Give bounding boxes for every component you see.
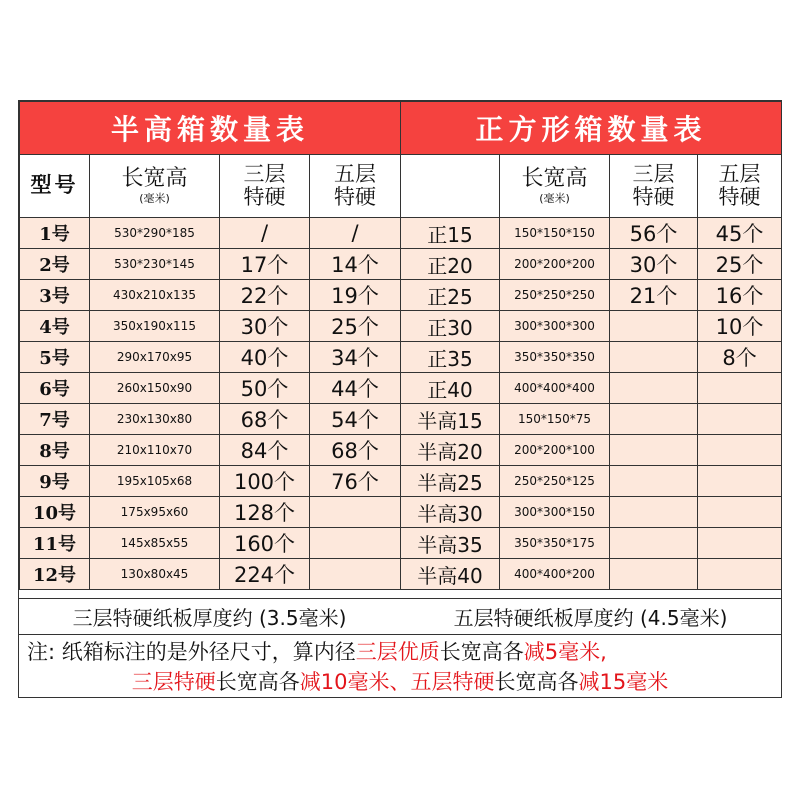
five-layer-qty-cell: 34个 [310,342,401,373]
table-row [20,497,782,528]
square-three-layer-qty-cell [610,497,698,528]
model-cell: 8号 [20,435,90,466]
square-dims-cell: 200*200*100 [500,435,610,466]
square-code-cell: 半高15 [401,404,500,435]
square-three-layer-qty-cell: 21个 [610,280,698,311]
quantity-table [19,101,782,590]
table-row [20,528,782,559]
table-row [20,249,782,280]
square-dims-cell: 200*200*200 [500,249,610,280]
square-three-layer-qty-cell: 56个 [610,218,698,249]
table-row [20,466,782,497]
five-layer-qty-cell: 19个 [310,280,401,311]
five-layer-qty-cell: 76个 [310,466,401,497]
square-five-layer-qty-cell [698,528,782,559]
three-layer-header-l1: 三层 [243,161,286,186]
square-code-cell: 半高25 [401,466,500,497]
three-layer-header-l2: 特硬 [243,185,286,209]
square-code-cell: 正35 [401,342,500,373]
note-highlight: 减10毫米、 [299,670,411,694]
square-dims-cell: 300*300*300 [500,311,610,342]
model-cell: 11号 [20,528,90,559]
model-header-label: 型号 [30,173,79,198]
square-code-cell: 半高35 [401,528,500,559]
five-layer-qty-cell: 44个 [310,373,401,404]
model-cell: 7号 [20,404,90,435]
dims-cell: 230x130x80 [90,404,220,435]
square-code-cell: 正40 [401,373,500,404]
five-layer-thickness: 五层特硬纸板厚度约 (4.5毫米) [453,606,728,630]
model-header [20,155,90,218]
dims-cell: 130x80x45 [90,559,220,590]
three-layer-qty-cell: 84个 [220,435,310,466]
table-row [20,559,782,590]
square-code-cell: 正30 [401,311,500,342]
dims-cell: 530*290*185 [90,218,220,249]
note-highlight: 三层优质 [355,640,440,664]
square-five-layer-header-l2: 特硬 [718,185,761,209]
dims-cell: 210x110x70 [90,435,220,466]
model-cell: 4号 [20,311,90,342]
square-code-header [401,155,500,218]
square-code-cell: 正25 [401,280,500,311]
board-thickness-row [19,598,781,634]
square-dims-cell: 300*300*150 [500,497,610,528]
square-code-cell: 半高30 [401,497,500,528]
square-five-layer-qty-cell [698,559,782,590]
square-three-layer-header-l2: 特硬 [632,185,675,209]
square-dims-cell: 400*400*200 [500,559,610,590]
dims-cell: 290x170x95 [90,342,220,373]
model-cell: 10号 [20,497,90,528]
square-five-layer-qty-cell [698,373,782,404]
model-cell: 9号 [20,466,90,497]
note-highlight: 减5毫米, [523,640,607,664]
note-part: 长宽高各 [494,670,579,694]
five-layer-qty-cell [310,528,401,559]
square-dims-header-unit: (毫米) [539,192,570,206]
square-five-layer-qty-cell: 25个 [698,249,782,280]
note-line-1 [27,637,781,667]
three-layer-qty-cell: 50个 [220,373,310,404]
five-layer-header [310,155,401,218]
square-dims-cell: 400*400*400 [500,373,610,404]
square-three-layer-qty-cell [610,435,698,466]
five-layer-qty-cell: 25个 [310,311,401,342]
note-line-2 [27,667,781,697]
dims-cell: 260x150x90 [90,373,220,404]
three-layer-qty-cell: / [220,218,310,249]
square-three-layer-qty-cell: 30个 [610,249,698,280]
three-layer-qty-cell: 30个 [220,311,310,342]
square-five-layer-qty-cell: 16个 [698,280,782,311]
square-three-layer-header [610,155,698,218]
square-code-cell: 正20 [401,249,500,280]
square-dims-cell: 250*250*250 [500,280,610,311]
square-three-layer-header-l1: 三层 [632,161,675,186]
square-three-layer-qty-cell [610,404,698,435]
square-three-layer-qty-cell [610,528,698,559]
table-row [20,435,782,466]
size-note [19,634,781,698]
three-layer-qty-cell: 17个 [220,249,310,280]
square-dims-cell: 150*150*150 [500,218,610,249]
square-code-cell: 半高20 [401,435,500,466]
square-three-layer-qty-cell [610,559,698,590]
three-layer-qty-cell: 22个 [220,280,310,311]
square-five-layer-qty-cell: 45个 [698,218,782,249]
table-row [20,404,782,435]
dims-header [90,155,220,218]
five-layer-qty-cell: / [310,218,401,249]
square-dims-header-label: 长宽高 [521,165,588,191]
model-cell: 6号 [20,373,90,404]
note-part: 注: 纸箱标注的是外径尺寸，算内径 [27,640,356,664]
square-three-layer-qty-cell [610,373,698,404]
carton-quantity-sheet [18,100,782,698]
square-five-layer-qty-cell [698,466,782,497]
three-layer-header [220,155,310,218]
dims-cell: 350x190x115 [90,311,220,342]
square-three-layer-qty-cell [610,342,698,373]
three-layer-qty-cell: 40个 [220,342,310,373]
square-dims-cell: 250*250*125 [500,466,610,497]
dims-header-label: 长宽高 [121,165,188,191]
three-layer-qty-cell: 224个 [220,559,310,590]
five-layer-header-l1: 五层 [334,161,376,186]
three-layer-qty-cell: 68个 [220,404,310,435]
dims-header-unit: (毫米) [139,192,170,206]
square-code-cell: 半高40 [401,559,500,590]
five-layer-header-l2: 特硬 [334,185,376,209]
dims-cell: 530*230*145 [90,249,220,280]
table-row [20,280,782,311]
square-three-layer-qty-cell [610,466,698,497]
square-five-layer-qty-cell: 10个 [698,311,782,342]
model-cell: 1号 [20,218,90,249]
square-three-layer-qty-cell [610,311,698,342]
note-highlight: 三层特硬 [131,670,216,694]
five-layer-qty-cell: 68个 [310,435,401,466]
dims-cell: 195x105x68 [90,466,220,497]
dims-cell: 430x210x135 [90,280,220,311]
five-layer-qty-cell: 54个 [310,404,401,435]
model-cell: 5号 [20,342,90,373]
dims-cell: 175x95x60 [90,497,220,528]
note-part: 长宽高各 [439,640,524,664]
model-cell: 12号 [20,559,90,590]
square-five-layer-header-l1: 五层 [718,161,761,186]
five-layer-qty-cell [310,497,401,528]
note-part: 长宽高各 [215,670,300,694]
table-row [20,342,782,373]
note-highlight: 减15毫米 [578,670,669,694]
three-layer-qty-cell: 160个 [220,528,310,559]
square-five-layer-qty-cell [698,404,782,435]
square-five-layer-header [698,155,782,218]
square-five-layer-qty-cell [698,497,782,528]
three-layer-thickness: 三层特硬纸板厚度约 (3.5毫米) [72,606,347,630]
model-cell: 2号 [20,249,90,280]
square-dims-header [500,155,610,218]
table-row [20,218,782,249]
square-table-title: 正方形箱数量表 [401,102,782,155]
table-row [20,311,782,342]
square-code-cell: 正15 [401,218,500,249]
three-layer-qty-cell: 128个 [220,497,310,528]
five-layer-qty-cell [310,559,401,590]
model-cell: 3号 [20,280,90,311]
table-row [20,373,782,404]
square-dims-cell: 150*150*75 [500,404,610,435]
square-dims-cell: 350*350*175 [500,528,610,559]
half-height-table-title: 半高箱数量表 [20,102,401,155]
note-highlight: 五层特硬 [410,670,495,694]
square-dims-cell: 350*350*350 [500,342,610,373]
three-layer-qty-cell: 100个 [220,466,310,497]
square-five-layer-qty-cell [698,435,782,466]
five-layer-qty-cell: 14个 [310,249,401,280]
square-five-layer-qty-cell: 8个 [698,342,782,373]
dims-cell: 145x85x55 [90,528,220,559]
